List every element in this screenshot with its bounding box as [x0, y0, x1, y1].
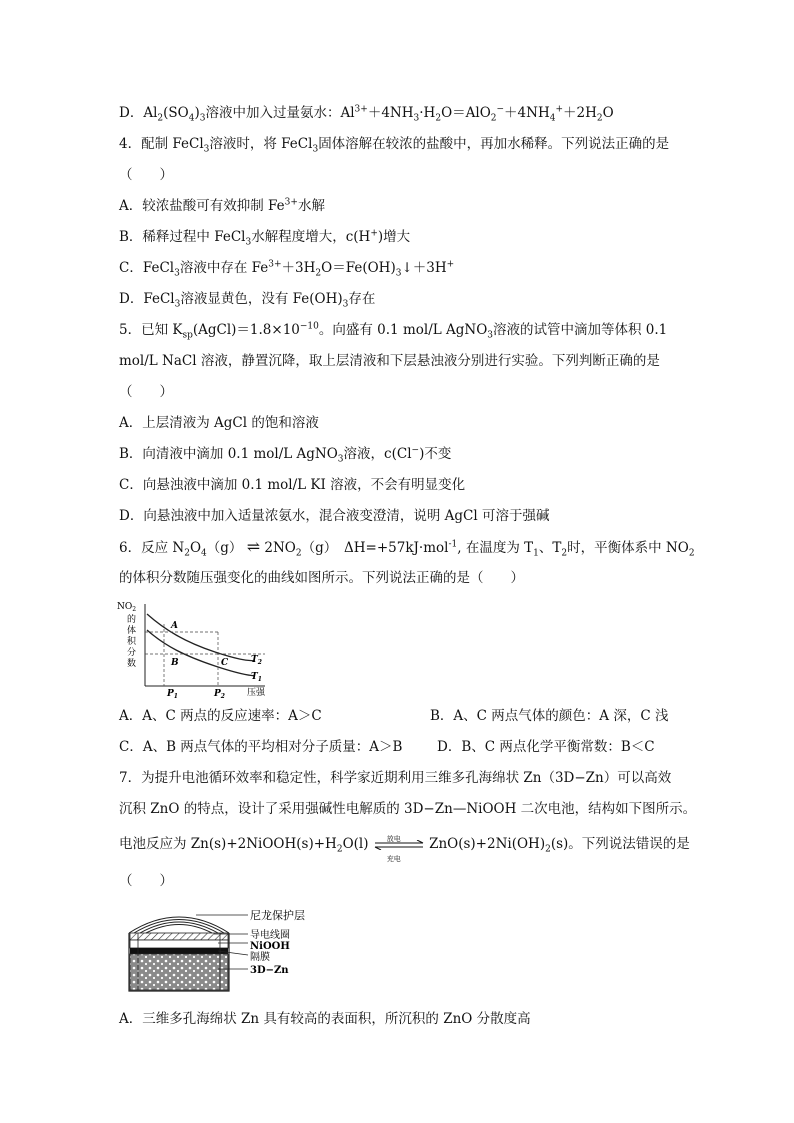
- point-b-label: B: [171, 658, 179, 668]
- q4-answer-bracket: （ ）: [119, 167, 173, 183]
- equilibrium-arrow-icon: ⇌: [246, 537, 261, 556]
- q5-option-a: A．上层清液为 AgCl 的饱和溶液: [119, 415, 319, 431]
- q7-stem-line1: 7．为提升电池循环效率和稳定性，科学家近期利用三维多孔海绵状 Zn（3D−Zn）可以高效: [119, 770, 672, 786]
- point-c-label: C: [221, 658, 229, 668]
- label-3d-zn: 3D−Zn: [250, 965, 289, 976]
- label-separator: 隔膜: [250, 952, 270, 963]
- graph-ylabel-char: 的: [127, 615, 137, 625]
- q7-option-a: A．三维多孔海绵状 Zn 具有较高的表面积，所沉积的 ZnO 分散度高: [119, 1011, 531, 1027]
- q6-volume-fraction-graph: [115, 598, 285, 700]
- p2-label: $P_2$: [214, 689, 225, 700]
- q6-option-d: D．B、C 两点化学平衡常数：B＜C: [437, 739, 655, 755]
- q5-stem-line2: mol/L NaCl 溶液，静置沉降，取上层清液和下层悬浊液分别进行实验。下列判断正确的是: [119, 353, 660, 369]
- t2-label: $T_2$: [251, 655, 262, 666]
- graph-ylabel-char: 数: [127, 659, 137, 669]
- q6-option-c: C．A、B 两点气体的平均相对分子质量：A＞B: [119, 739, 403, 755]
- q5-answer-bracket: （ ）: [119, 384, 173, 400]
- q5-stem-line1: 5．已知 $K_{sp}(AgCl)=1.8\times 10^{-10}$。向盛有 0.1 mol/L AgNO$_3$溶液的试管中滴加等体积 0.1: [119, 321, 668, 341]
- q5-option-d: D．向悬浊液中加入适量浓氨水，混合液变澄清，说明 AgCl 可溶于强碱: [119, 508, 550, 524]
- q4-option-c: C．FeCl$_3$溶液中存在 $Fe^{3+}+3H_2O=Fe(OH)_3↓+3H^+$: [119, 259, 455, 279]
- q4-option-d: D．FeCl$_3$溶液显黄色，没有 $Fe(OH)_3$存在: [119, 291, 376, 310]
- graph-ylabel-char: 体: [127, 626, 137, 636]
- q7-equation: 电池反应为 $Zn(s)+2NiOOH(s)+H_2O(l)$ 放电 充电 $ZnO(s)+2Ni(OH)_2(s)$。下列说法错误的是: [119, 834, 690, 863]
- t1-label: $T_1$: [251, 672, 262, 683]
- q6-option-a: A．A、C 两点的反应速率：A＞C: [119, 708, 322, 724]
- reversible-arrow-icon: [373, 840, 425, 850]
- graph-ylabel: $NO_2$: [117, 602, 137, 613]
- p1-label: $P_1$: [167, 689, 178, 700]
- q4-option-a: A．较浓盐酸可有效抑制 $Fe^{3+}$水解: [119, 197, 325, 214]
- q3-option-d: D．$Al_2(SO_4)_3$溶液中加入过量氨水：$Al^{3+}+4NH_3\cdot H_2O=AlO_2^-+4NH_4^++2H_2O$: [119, 104, 614, 124]
- graph-ylabel-char: 积: [127, 637, 137, 647]
- q6-stem-line2: 的体积分数随压强变化的曲线如图所示。下列说法正确的是（ ）: [119, 570, 524, 586]
- q7-stem-line2: 沉积 ZnO 的特点，设计了采用强碱性电解质的 3D−Zn—NiOOH 二次电池，结构如下图所示。: [119, 801, 697, 817]
- label-nylon-layer: 尼龙保护层: [250, 909, 305, 922]
- graph-xlabel: 压强: [247, 688, 266, 698]
- q5-option-b: B．向清液中滴加 0.1 mol/L AgNO$_3$溶液，c(Cl−)不变: [119, 445, 452, 465]
- graph-ylabel-char: 分: [127, 648, 137, 658]
- q7-answer-bracket: （ ）: [119, 873, 173, 889]
- q6-option-b: B．A、C 两点气体的颜色：A 深，C 浅: [430, 708, 669, 724]
- q4-option-b: B．稀释过程中 FeCl$_3$水解程度增大，c(H+)增大: [119, 228, 411, 248]
- q4-stem: 4．配制 FeCl$_3$溶液时，将 FeCl$_3$固体溶解在较浓的盐酸中，再加水稀释。下列说法正确的是: [119, 136, 670, 155]
- reversible-arrow: 放电 充电: [373, 836, 425, 854]
- q6-stem-line1: 6．反应 $N_2O_4(g)$ ⇌ $2NO_2(g)$ ΔH=+57kJ·mol$^{-1}$, 在温度为 $T_1$、$T_2$时，平衡体系中 $NO_2$: [119, 537, 695, 559]
- point-a-label: A: [171, 621, 178, 631]
- label-niooh: NiOOH: [250, 941, 290, 952]
- q7-battery-diagram: [124, 903, 324, 998]
- q5-option-c: C．向悬浊液中滴加 0.1 mol/L KI 溶液，不会有明显变化: [119, 477, 466, 493]
- label-conductive-coil: 导电线圈: [250, 930, 290, 941]
- curve-t1: [147, 630, 255, 676]
